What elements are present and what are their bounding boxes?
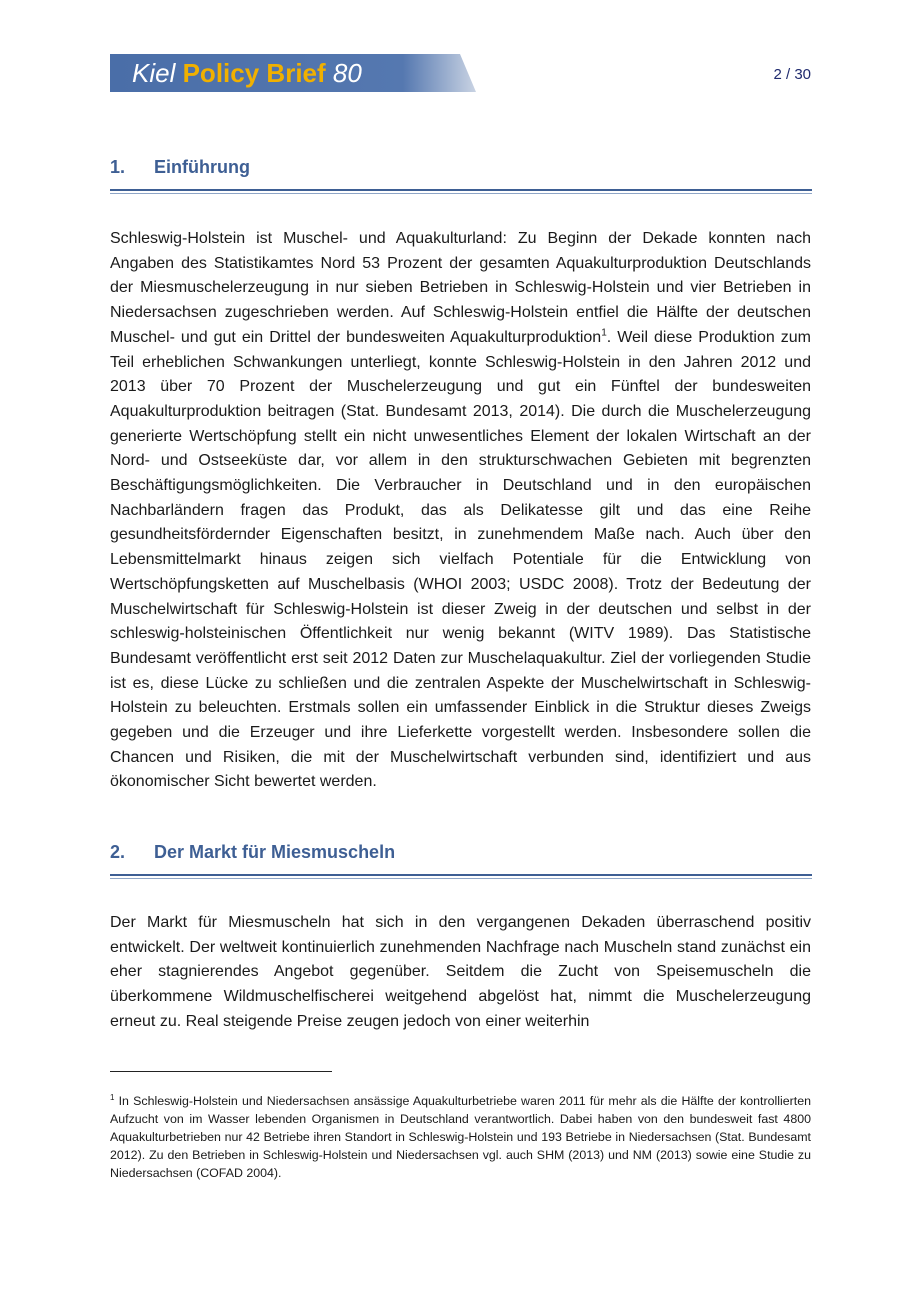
paragraph-text-part2: . Weil diese Produktion zum Teil erheblichen Schwankungen unterliegt, konnte Schleswig-Holstein in den Jahren 2012 und 2013 über 70 Prozent der Muschelerzeugung und gut ein Fünftel der bundesweiten Aquakulturproduktion beitragen (Stat. Bundesamt 2013, 2014). Die durch die Muschelerzeugung generierte Wertschöpfung stellt ein nicht unwesentliches Element der lokalen Wirtschaft an der Nord- und Ostseeküste dar, vor allem in den strukturschwachen Gebieten mit begrenzten Beschäftigungsmöglichkeiten. Die Verbraucher in Deutschland und in den europäischen Nachbarländern fragen das Produkt, das als Delikatesse gilt und das eine Reihe gesundheitsfördernder Eigenschaften besitzt, in zunehmendem Maße nach. Auch über den Lebensmittelmarkt hinaus zeigen sich vielfach Potentiale für die Entwicklung von Wertschöpfungsketten auf Muschelbasis (WHOI 2003; USDC 2008). Trotz der Bedeutung der Muschelwirtschaft für Schleswig-Holstein ist dieser Zweig in der deutschen und selbst in der schleswig-holsteinischen Öffentlichkeit nur wenig bekannt (WITV 1989). Das Statistische Bundesamt veröffentlicht erst seit 2012 Daten zur Muschelaquakultur. Ziel der vorliegenden Studie ist es, diese Lücke zu schließen und die zentralen Aspekte der Muschelwirtschaft in Schleswig-Holstein zu beleuchten. Erstmals sollen ein umfassender Einblick in die Struktur dieses Zweigs gegeben und die Erzeuger und ihre Lieferkette vorgestellt werden. Insbesondere sollen die Chancen und Risiken, die mit der Muschelwirtschaft verbunden sind, identifiziert und aus ökonomischer Sicht bewertet werden.: [110, 328, 811, 791]
section-number: 1.: [110, 157, 126, 177]
section-divider: [110, 874, 812, 879]
footnote-text: In Schleswig-Holstein und Niedersachsen ansässige Aquakulturbetriebe waren 2011 für mehr als die Hälfte der kontrollierten Aufzucht von im Wasser lebenden Organismen in Deutschland verantwortlich. Dabei haben von den bundesweit fast 4800 Aquakulturbetrieben nur 42 Betriebe ihren Standort in Schleswig-Holstein und 193 Betriebe in Niedersachsen (Stat. Bundesamt 2012). Zu den Betrieben in Schleswig-Holstein und Niedersachsen vgl. auch SHM (2013) und NM (2013) sowie eine Studie zu Niedersachsen (COFAD 2004).: [110, 1094, 811, 1180]
footnote-reference: 1: [601, 327, 607, 339]
section-divider: [110, 189, 812, 194]
section1-paragraph: [110, 227, 811, 795]
page-number: 2 / 30: [773, 66, 811, 83]
section-title: Einführung: [154, 157, 250, 177]
banner-brief: Brief: [266, 58, 326, 88]
banner-issue-number: 80: [332, 58, 362, 88]
section-heading-1: [110, 157, 810, 178]
section2-paragraph: Der Markt für Miesmuscheln hat sich in den vergangenen Dekaden überraschend positiv entwickelt. Der weltweit kontinuierlich zunehmenden Nachfrage nach Muscheln stand zunächst ein eher stagnierendes Angebot gegenüber. Seitdem die Zucht von Speisemuscheln die überkommene Wildmuschelfischerei weitgehend abgelöst hat, nimmt die Muschelerzeugung erneut zu. Real steigende Preise zeugen jedoch von einer weiterhin: [110, 914, 811, 1030]
section-title: Der Markt für Miesmuscheln: [154, 842, 396, 862]
section-number: 2.: [110, 842, 126, 862]
footnote-separator: [110, 1071, 332, 1072]
paragraph-text-part1: Schleswig-Holstein ist Muschel- und Aquakulturland: Zu Beginn der Dekade konnten nach Angaben des Statistikamtes Nord 53 Prozent der gesamten Aquakulturproduktion Deutschlands der Miesmuschelerzeugung in nur sieben Betrieben in Schleswig-Holstein und vier Betrieben in Niedersachsen zugeschrieben werden. Auf Schleswig-Holstein entfiel die Hälfte der deutschen Muschel- und gut ein Drittel der bundesweiten Aquakulturproduktion: [110, 230, 811, 346]
footnote: [110, 1092, 811, 1182]
kiel-policy-brief-banner: [110, 54, 476, 92]
banner-policy: Policy: [182, 58, 260, 88]
footnote-marker: 1: [110, 1092, 115, 1102]
banner-kiel: Kiel: [132, 58, 176, 88]
banner-title: [132, 56, 362, 90]
section-heading-2: [110, 842, 810, 863]
